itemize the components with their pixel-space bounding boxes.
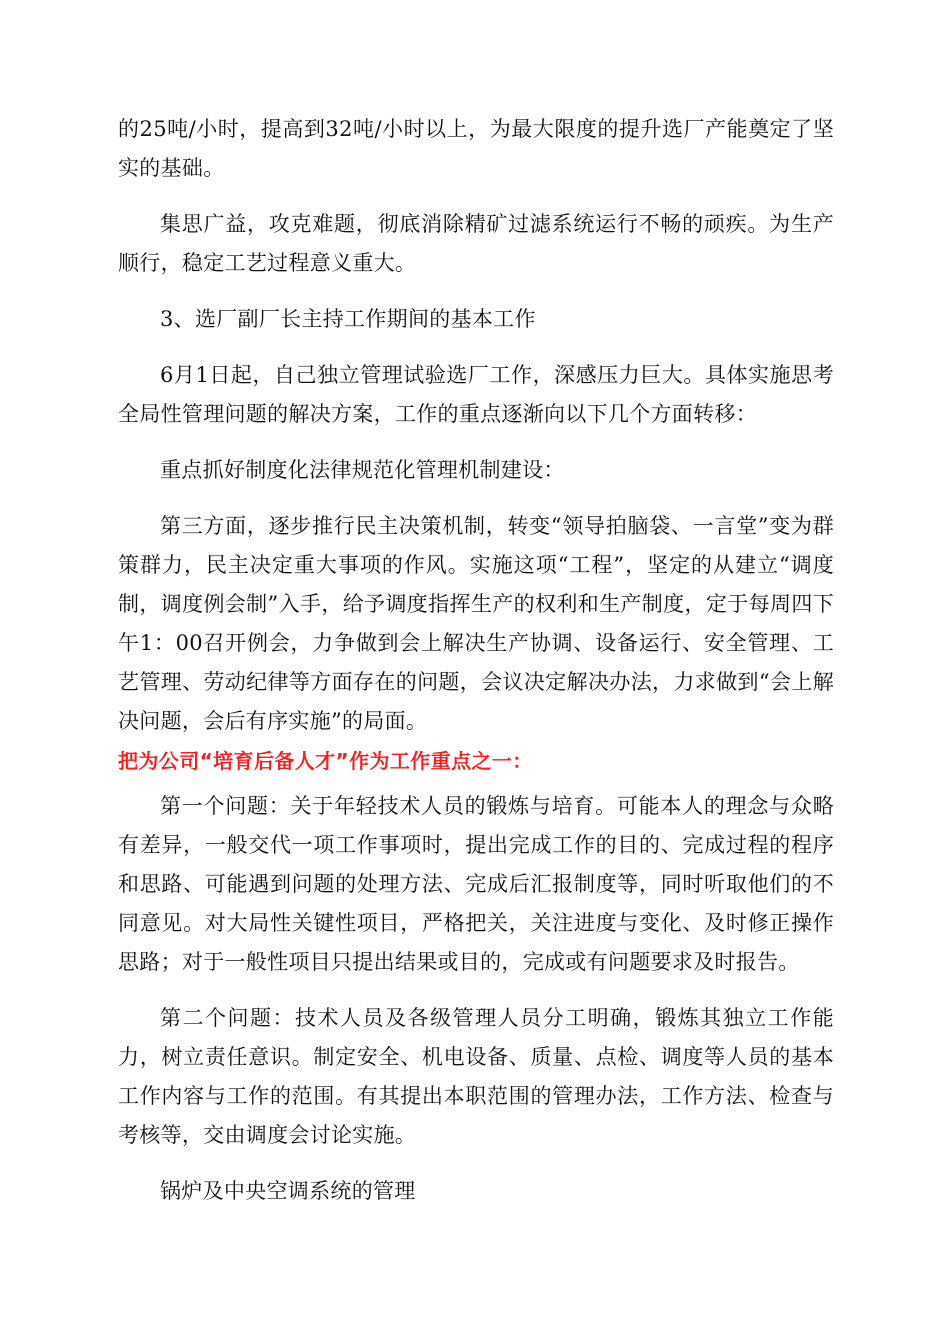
- paragraph-democratic-decision: 第三方面，逐步推行民主决策机制，转变“领导拍脑袋、一言堂”变为群策群力，民主决定重大事项的作风。实施这项“工程”，坚定的从建立“调度制，调度例会制”入手，给予调度指挥生产的权利和生产制度，定于每周四下午1：00召开例会，力争做到会上解决生产协调、设备运行、安全管理、工艺管理、劳动纪律等方面存在的问题，会议决定解决办法，力求做到“会上解决问题，会后有序实施”的局面。: [118, 514, 834, 733]
- paragraph-boiler-management: 锅炉及中央空调系统的管理: [160, 1179, 416, 1203]
- paragraph-second-issue: 第二个问题：技术人员及各级管理人员分工明确，锻炼其独立工作能力，树立责任意识。制定安全、机电设备、质量、点检、调度等人员的基本工作内容与工作的范围。有其提出本职范围的管理办法，工作方法、检查与考核等，交由调度会讨论实施。: [118, 1006, 834, 1147]
- paragraph-june-start: 6月1日起，自己独立管理试验选厂工作，深感压力巨大。具体实施思考全局性管理问题的解决方案，工作的重点逐渐向以下几个方面转移：: [118, 363, 834, 426]
- paragraph-filter-system: 集思广益，攻克难题，彻底消除精矿过滤系统运行不畅的顽疾。为生产顺行，稳定工艺过程意义重大。: [118, 212, 834, 275]
- paragraph-continuation: 的25吨/小时，提高到32吨/小时以上，为最大限度的提升选厂产能奠定了坚实的基础。: [118, 117, 834, 180]
- paragraph-first-issue: 第一个问题：关于年轻技术人员的锻炼与培育。可能本人的理念与众略有差异，一般交代一项工作事项时，提出完成工作的目的、完成过程的程序和思路、可能遇到问题的处理方法、完成后汇报制度等，同时听取他们的不同意见。对大局性关键性项目，严格把关，关注进度与变化、及时修正操作思路；对于一般性项目只提出结果或目的，完成或有问题要求及时报告。: [118, 794, 834, 974]
- section-title-deputy-director: 3、选厂副厂长主持工作期间的基本工作: [160, 307, 536, 331]
- paragraph-institution-building: 重点抓好制度化法律规范化管理机制建设：: [160, 458, 565, 482]
- heading-talent-cultivation: 把为公司“培育后备人才”作为工作重点之一：: [118, 749, 533, 773]
- document-page: [118, 110, 834, 1211]
